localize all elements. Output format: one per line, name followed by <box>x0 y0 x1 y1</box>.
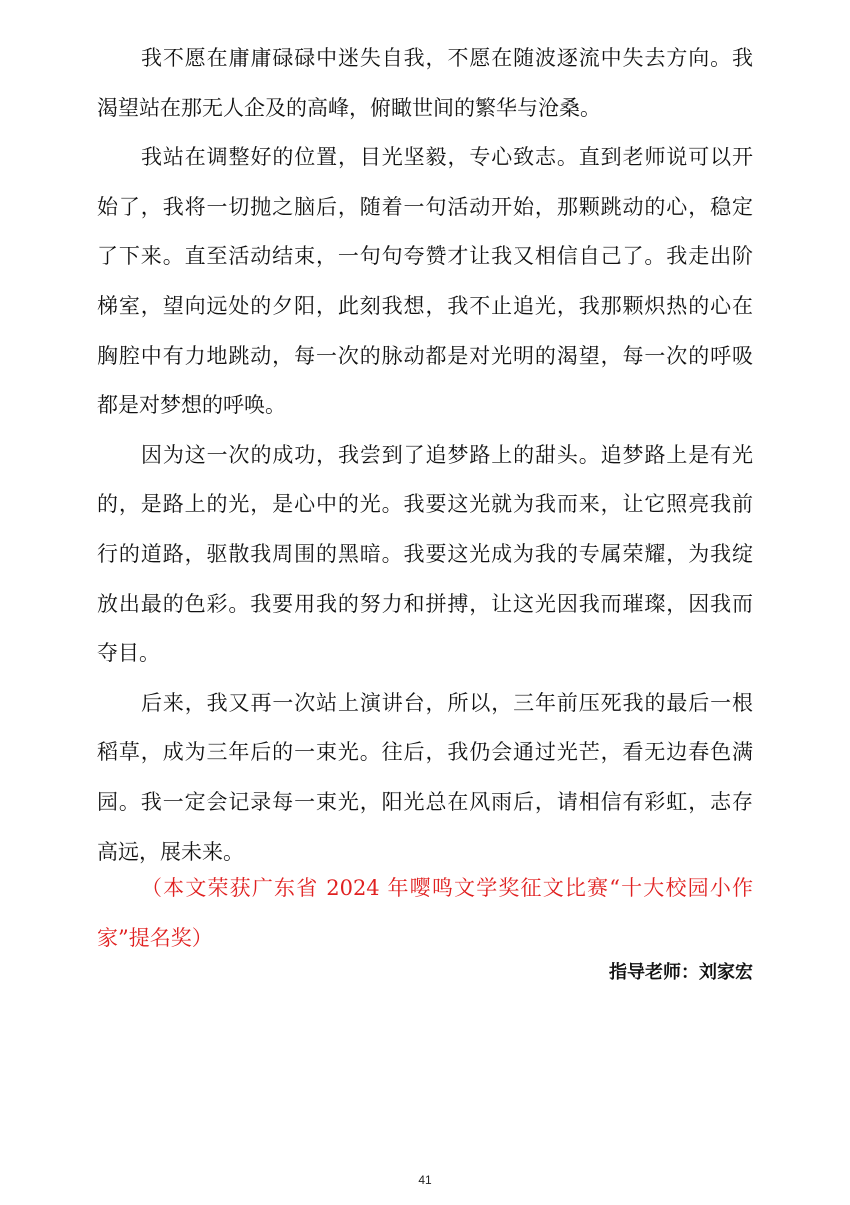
text-line: 都是对梦想的呼唤。 <box>97 393 286 418</box>
text-line: 的，是路上的光，是心中的光。我要这光就为我而来，让它照亮我前 <box>97 492 753 517</box>
text-line: 胸腔中有力地跳动，每一次的脉动都是对光明的渴望，每一次的呼吸 <box>97 343 753 368</box>
paragraph-1 <box>97 38 753 137</box>
text-line: 渴望站在那无人企及的高峰，俯瞰世间的繁华与沧桑。 <box>97 95 601 120</box>
text-line: 行的道路，驱散我周围的黑暗。我要这光成为我的专属荣耀，为我绽 <box>97 541 753 566</box>
paragraph-3 <box>97 435 753 683</box>
instructor-credit: 指导老师：刘家宏 <box>609 962 753 983</box>
award-line: （本文荣获广东省 2024 年嘤鸣文学奖征文比赛“十大校园小作 <box>141 876 753 900</box>
award-note <box>97 868 753 967</box>
text-line: 我不愿在庸庸碌碌中迷失自我，不愿在随波逐流中失去方向。我 <box>141 46 753 70</box>
text-line: 稻草，成为三年后的一束光。往后，我仍会通过光芒，看无边春色满 <box>97 740 753 765</box>
text-line: 我站在调整好的位置，目光坚毅，专心致志。直到老师说可以开 <box>141 145 753 170</box>
award-line: 家”提名奖） <box>97 925 213 950</box>
text-line: 高远，展未来。 <box>97 839 244 864</box>
essay-body <box>97 38 753 881</box>
page-number: 41 <box>418 1173 432 1187</box>
text-line: 放出最的色彩。我要用我的努力和拼搏，让这光因我而璀璨，因我而 <box>97 591 753 616</box>
text-line: 始了，我将一切抛之脑后，随着一句活动开始，那颗跳动的心，稳定 <box>97 194 753 219</box>
text-line: 园。我一定会记录每一束光，阳光总在风雨后，请相信有彩虹，志存 <box>97 789 753 814</box>
text-line: 夺目。 <box>97 641 160 666</box>
text-line: 了下来。直至活动结束，一句句夸赞才让我又相信自己了。我走出阶 <box>97 244 753 269</box>
text-line: 梯室，望向远处的夕阳，此刻我想，我不止追光，我那颗炽热的心在 <box>97 293 753 318</box>
text-line: 因为这一次的成功，我尝到了追梦路上的甜头。追梦路上是有光 <box>141 442 753 467</box>
text-line: 后来，我又再一次站上演讲台，所以，三年前压死我的最后一根 <box>141 690 753 715</box>
paragraph-2 <box>97 137 753 435</box>
paragraph-4 <box>97 683 753 881</box>
